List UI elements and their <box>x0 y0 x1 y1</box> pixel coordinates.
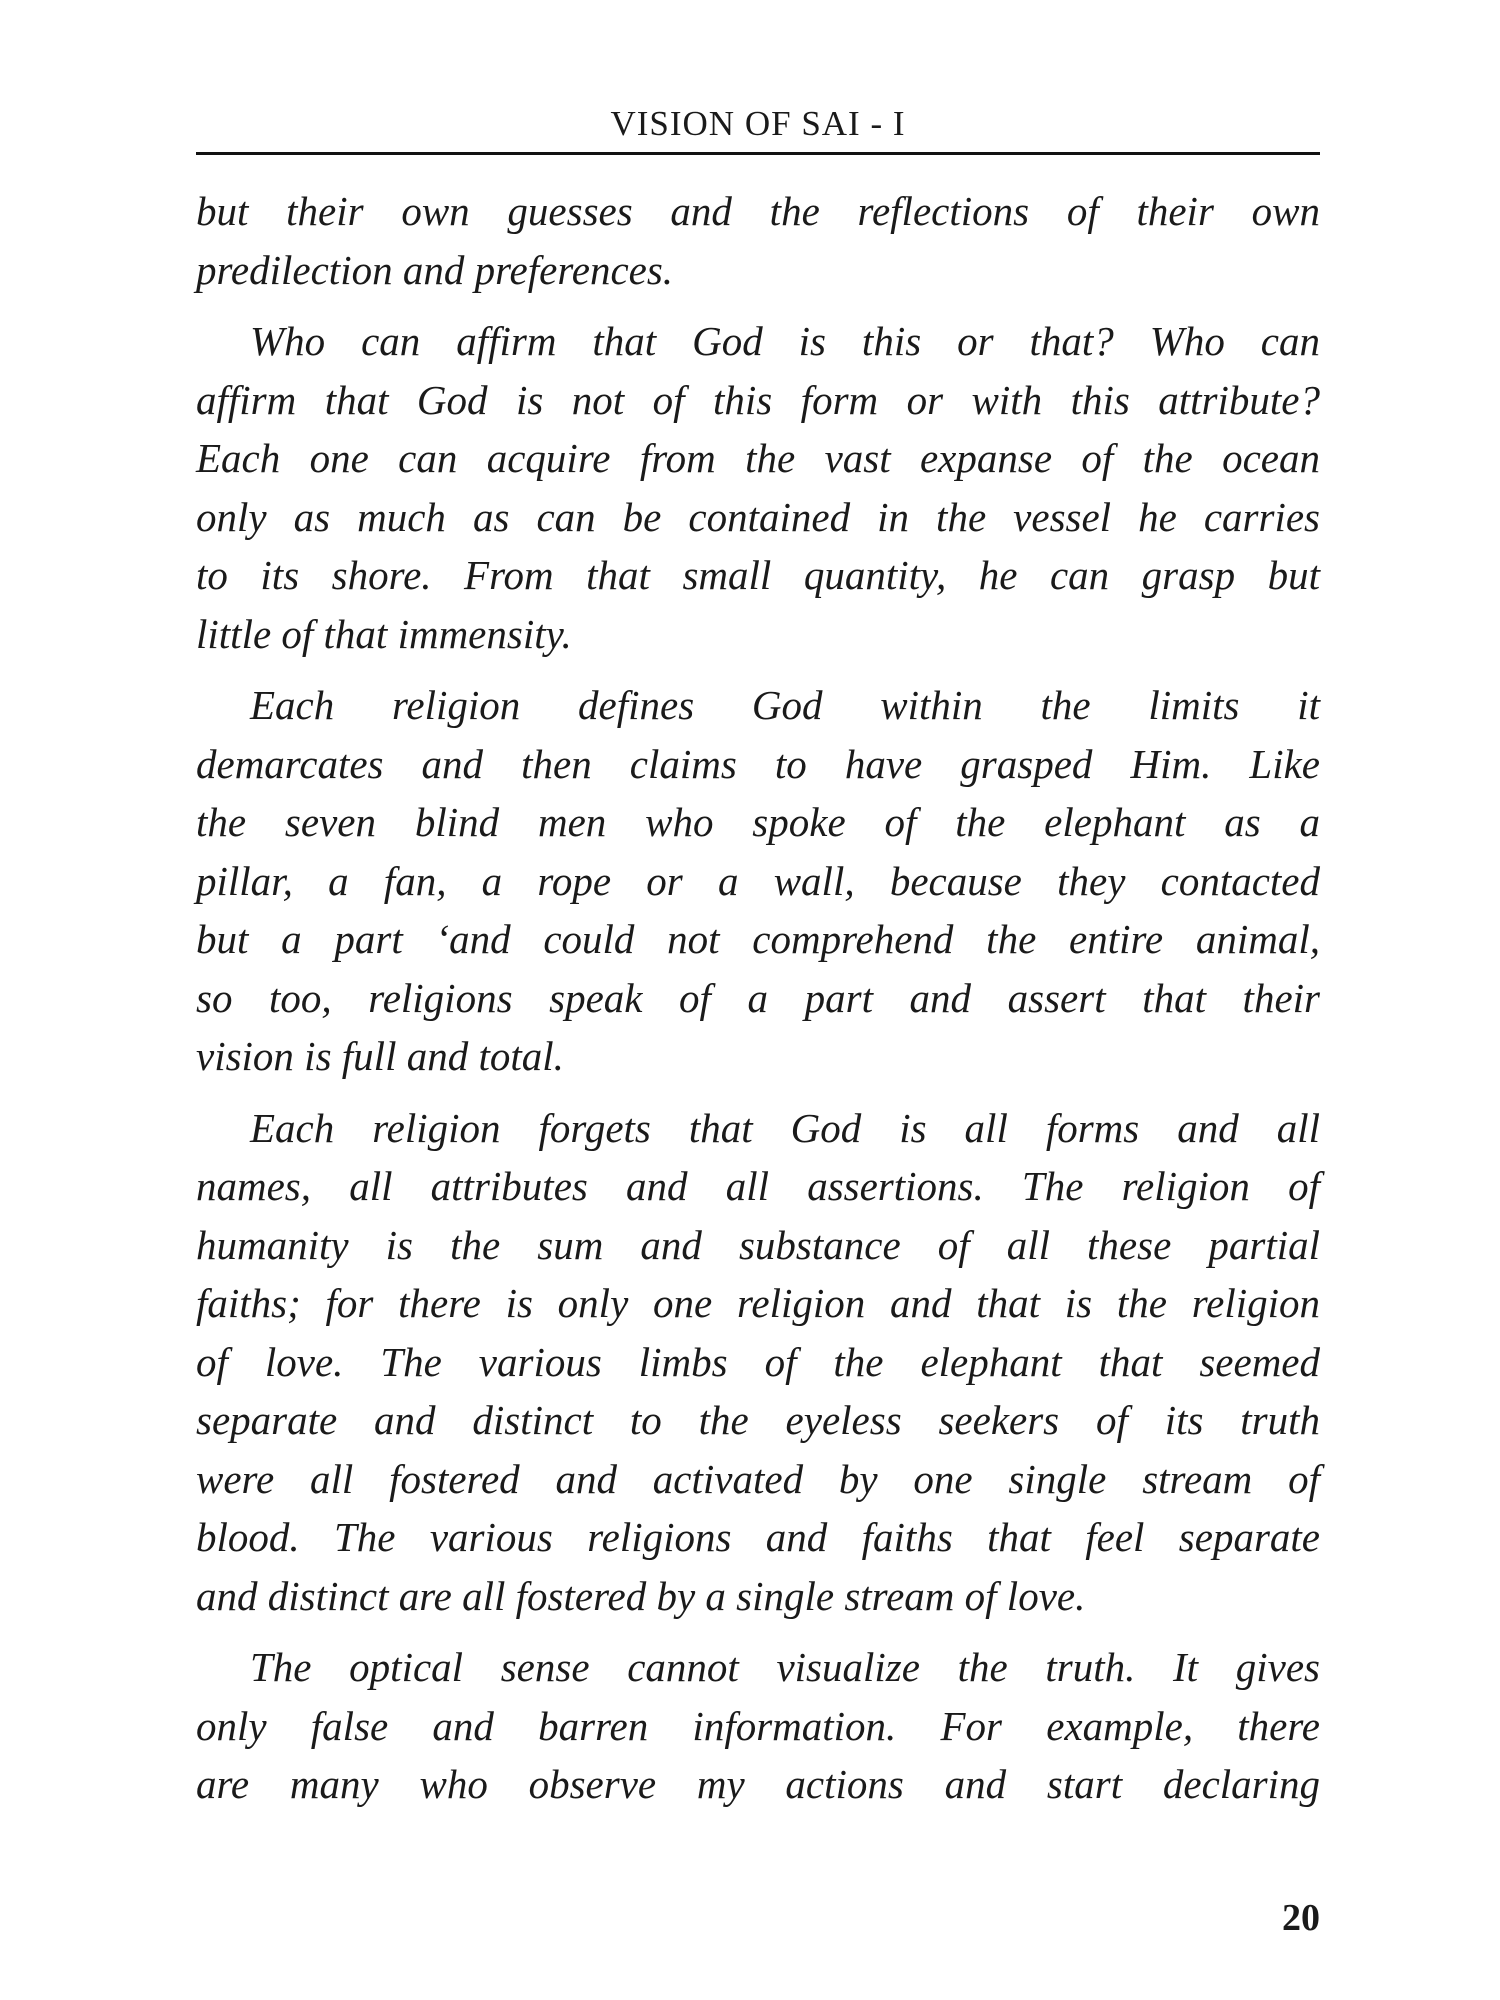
text-line: Each religion forgets that God is all forms and all <box>250 1104 1320 1151</box>
body-text <box>196 182 1320 1827</box>
running-head-title: VISION OF SAI - I <box>610 104 906 143</box>
paragraph <box>196 312 1320 663</box>
text-line: pillar, a fan, a rope or a wall, because they contacted <box>196 857 1320 904</box>
text-line: Each religion defines God within the limits it <box>250 682 1320 728</box>
text-line: of love. The various limbs of the elephant that seemed <box>196 1338 1320 1385</box>
text-line: but a part ‘and could not comprehend the entire animal, <box>196 916 1320 962</box>
text-line: to its shore. From that small quantity, he can grasp but <box>196 552 1320 598</box>
text-line: The optical sense cannot visualize the truth. It gives <box>250 1644 1320 1690</box>
text-line: Who can affirm that God is this or that? Who can <box>250 318 1320 364</box>
text-line: affirm that God is not of this form or with this attribute? <box>196 376 1320 423</box>
text-line: were all fostered and activated by one single stream of <box>196 1455 1320 1502</box>
text-line: but their own guesses and the reflections of their own <box>196 188 1320 234</box>
text-line: names, all attributes and all assertions. The religion of <box>196 1163 1320 1209</box>
text-line: only false and barren information. For example, there <box>196 1702 1320 1749</box>
text-line: humanity is the sum and substance of all these partial <box>196 1221 1320 1268</box>
text-line: and distinct are all fostered by a single stream of love. <box>196 1572 1086 1619</box>
text-line: little of that immensity. <box>196 610 572 657</box>
text-line: so too, religions speak of a part and assert that their <box>196 974 1320 1021</box>
paragraph <box>196 1099 1320 1626</box>
paragraph <box>196 1638 1320 1814</box>
paragraph <box>196 676 1320 1086</box>
text-line: the seven blind men who spoke of the elephant as a <box>196 799 1320 845</box>
text-line: are many who observe my actions and start declaring <box>196 1761 1320 1807</box>
text-line: only as much as can be contained in the vessel he carries <box>196 493 1320 540</box>
paragraph <box>196 182 1320 299</box>
text-line: Each one can acquire from the vast expanse of the ocean <box>196 435 1320 481</box>
text-line: faiths; for there is only one religion and that is the religion <box>196 1280 1320 1326</box>
text-line: separate and distinct to the eyeless seekers of its truth <box>196 1397 1320 1443</box>
text-line: vision is full and total. <box>196 1033 564 1079</box>
text-line: blood. The various religions and faiths that feel separate <box>196 1514 1320 1560</box>
page-number: 20 <box>1282 1897 1320 1939</box>
header-rule <box>196 152 1320 155</box>
text-line: predilection and preferences. <box>196 246 674 293</box>
text-line: demarcates and then claims to have grasped Him. Like <box>196 740 1320 787</box>
running-head <box>196 104 1320 154</box>
